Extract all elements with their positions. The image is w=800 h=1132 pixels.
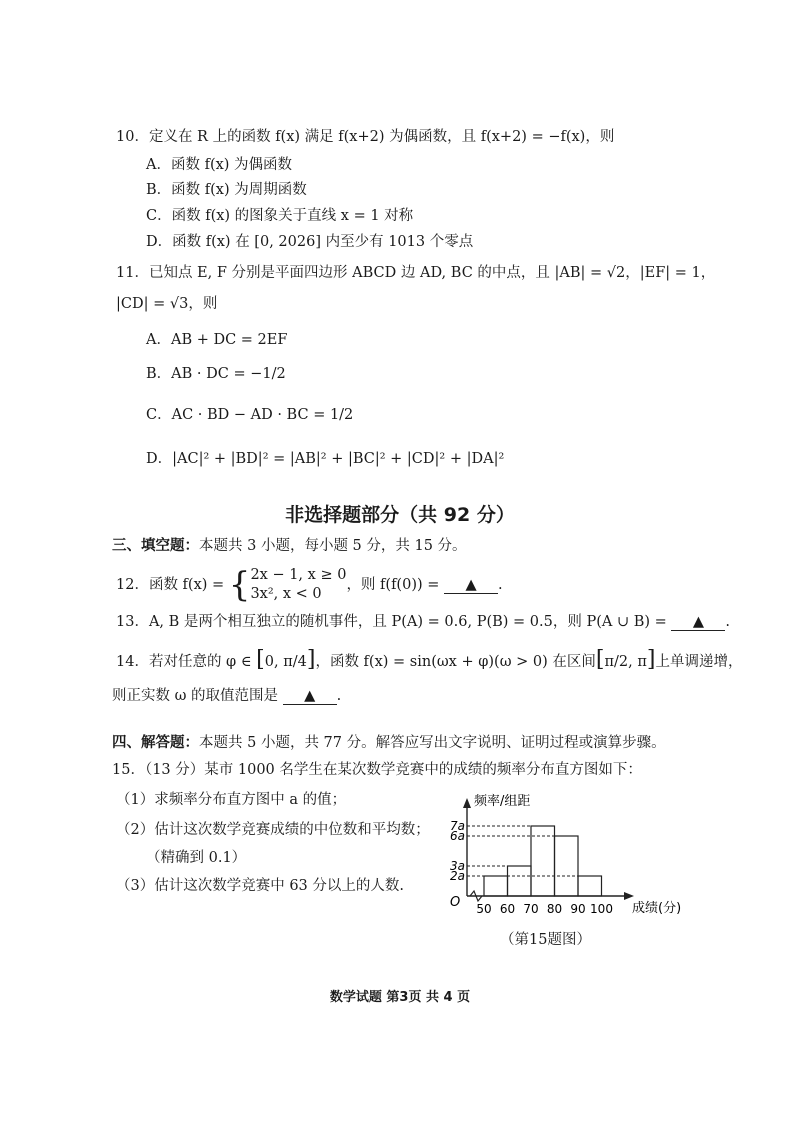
q11-option-b: B．AB · DC = −1/2 <box>146 366 286 382</box>
part3-label: 三、填空题： <box>112 538 199 554</box>
q15-part1: （1）求频率分布直方图中 a 的值； <box>116 792 347 808</box>
q10-stem <box>116 127 614 147</box>
histogram-bar-80-90 <box>555 836 579 896</box>
part3-header <box>112 536 467 556</box>
histogram-bars <box>484 826 602 896</box>
part4-header <box>112 733 666 753</box>
y-tick-7a: 7a <box>450 819 465 833</box>
q14-bracket-open-2: [ <box>595 647 605 672</box>
q14-line1a: 14．若对任意的 φ ∈ <box>116 654 252 670</box>
histogram-bar-90-100 <box>578 876 602 896</box>
y-tick-3a: 3a <box>450 859 465 873</box>
q15-histogram <box>440 792 690 918</box>
page-footer: 数学试题 第3页 共 4 页 <box>329 990 471 1005</box>
q11-stem-line2: |CD| = √3，则 <box>116 296 218 312</box>
q12-cases <box>250 566 346 604</box>
q10-option-d: D．函数 f(x) 在 [0, 2026] 内至少有 1013 个零点 <box>146 234 474 250</box>
q10-stem-text: 10．定义在 R 上的函数 f(x) 满足 f(x+2) 为偶函数，且 f(x+2) = −f(x)，则 <box>116 129 615 145</box>
part3-text: 本题共 3 小题，每小题 5 分，共 15 分。 <box>199 538 467 554</box>
q11-option-c: C．AC · BD − AD · BC = 1/2 <box>146 407 354 423</box>
q14-bracket-open-1: [ <box>256 647 265 672</box>
q12-prefix: 12．函数 f(x) = <box>116 577 225 593</box>
x-tick-50: 50 <box>476 902 492 916</box>
q14-answer-blank[interactable]: ▲ <box>283 688 337 705</box>
q13 <box>116 612 730 632</box>
histogram-origin: O <box>450 895 461 910</box>
histogram-bar-60-70 <box>508 866 532 896</box>
q13-text: 13．A, B 是两个相互独立的随机事件，且 P(A) = 0.6, P(B) = 0.5，则 P(A ∪ B) = <box>116 614 667 630</box>
q14-bracket-close-2: ] <box>646 647 656 672</box>
section-title: 非选择题部分（共 92 分） <box>285 504 515 526</box>
x-tick-70: 70 <box>523 902 539 916</box>
q14-line2-text: 则正实数 ω 的取值范围是 <box>112 688 279 704</box>
q15-figure-caption: （第15题图） <box>500 932 591 948</box>
x-tick-60: 60 <box>499 902 516 916</box>
q11-option-a: A．AB + DC = 2EF <box>146 332 288 348</box>
q14-line1 <box>116 640 742 682</box>
q14-interval1: 0, π/4 <box>264 654 307 670</box>
histogram-guides <box>467 826 602 876</box>
q12-end: . <box>498 577 503 593</box>
q12-case1: 2x − 1, x ≥ 0 <box>250 567 347 583</box>
histogram-ylabel: 频率/组距 <box>474 794 531 809</box>
q13-answer-blank[interactable]: ▲ <box>671 614 725 631</box>
histogram-bar-70-80 <box>531 826 555 896</box>
q15-part2-note: （精确到 0.1） <box>146 850 247 866</box>
x-tick-80: 80 <box>546 902 563 916</box>
q10-option-c: C．函数 f(x) 的图象关于直线 x = 1 对称 <box>146 208 414 224</box>
q14-line1b: ，函数 f(x) = sin(ωx + φ)(ω > 0) 在区间 <box>315 654 596 670</box>
y-tick-6a: 6a <box>450 829 465 843</box>
q10-option-b: B．函数 f(x) 为周期函数 <box>146 182 307 198</box>
part4-text: 本题共 5 小题，共 77 分。解答应写出文字说明、证明过程或演算步骤。 <box>199 735 666 751</box>
part4-label: 四、解答题： <box>112 735 199 751</box>
q14-bracket-close-1: ] <box>306 647 316 672</box>
x-tick-90: 90 <box>570 902 586 916</box>
x-axis-arrow <box>624 892 634 900</box>
q11-stem-line1: 11．已知点 E, F 分别是平面四边形 ABCD 边 AD, BC 的中点，且 |AB| = √2，|EF| = 1， <box>116 265 716 281</box>
histogram-xlabel: 成绩(分) <box>632 901 682 916</box>
q12-suffix: ，则 f(f(0)) = <box>346 577 440 593</box>
q14-line1c: 上单调递增， <box>655 654 743 670</box>
q10-option-a: A．函数 f(x) 为偶函数 <box>146 157 293 173</box>
q15-part3: （3）估计这次数学竞赛中 63 分以上的人数. <box>116 878 405 894</box>
q14-end: . <box>336 688 342 704</box>
q11-option-d: D．|AC|² + |BD|² = |AB|² + |BC|² + |CD|² + |DA|² <box>146 451 505 467</box>
q12-brace: { <box>228 565 251 605</box>
q14-line2 <box>112 686 341 706</box>
y-tick-2a: 2a <box>450 869 465 883</box>
x-tick-100: 100 <box>590 902 613 916</box>
q12 <box>116 566 503 604</box>
q15-part2: （2）估计这次数学竞赛成绩的中位数和平均数； <box>116 822 430 838</box>
q12-answer-blank[interactable]: ▲ <box>444 577 498 594</box>
histogram-axes <box>463 798 634 901</box>
histogram-bar-50-60 <box>484 876 508 896</box>
q13-end: . <box>725 614 731 630</box>
q12-case2: 3x², x < 0 <box>250 586 322 602</box>
y-axis-arrow <box>463 798 471 808</box>
q14-interval2: π/2, π <box>604 654 647 670</box>
q15-stem: 15．（13 分）某市 1000 名学生在某次数学竞赛中的成绩的频率分布直方图如下： <box>112 762 642 778</box>
